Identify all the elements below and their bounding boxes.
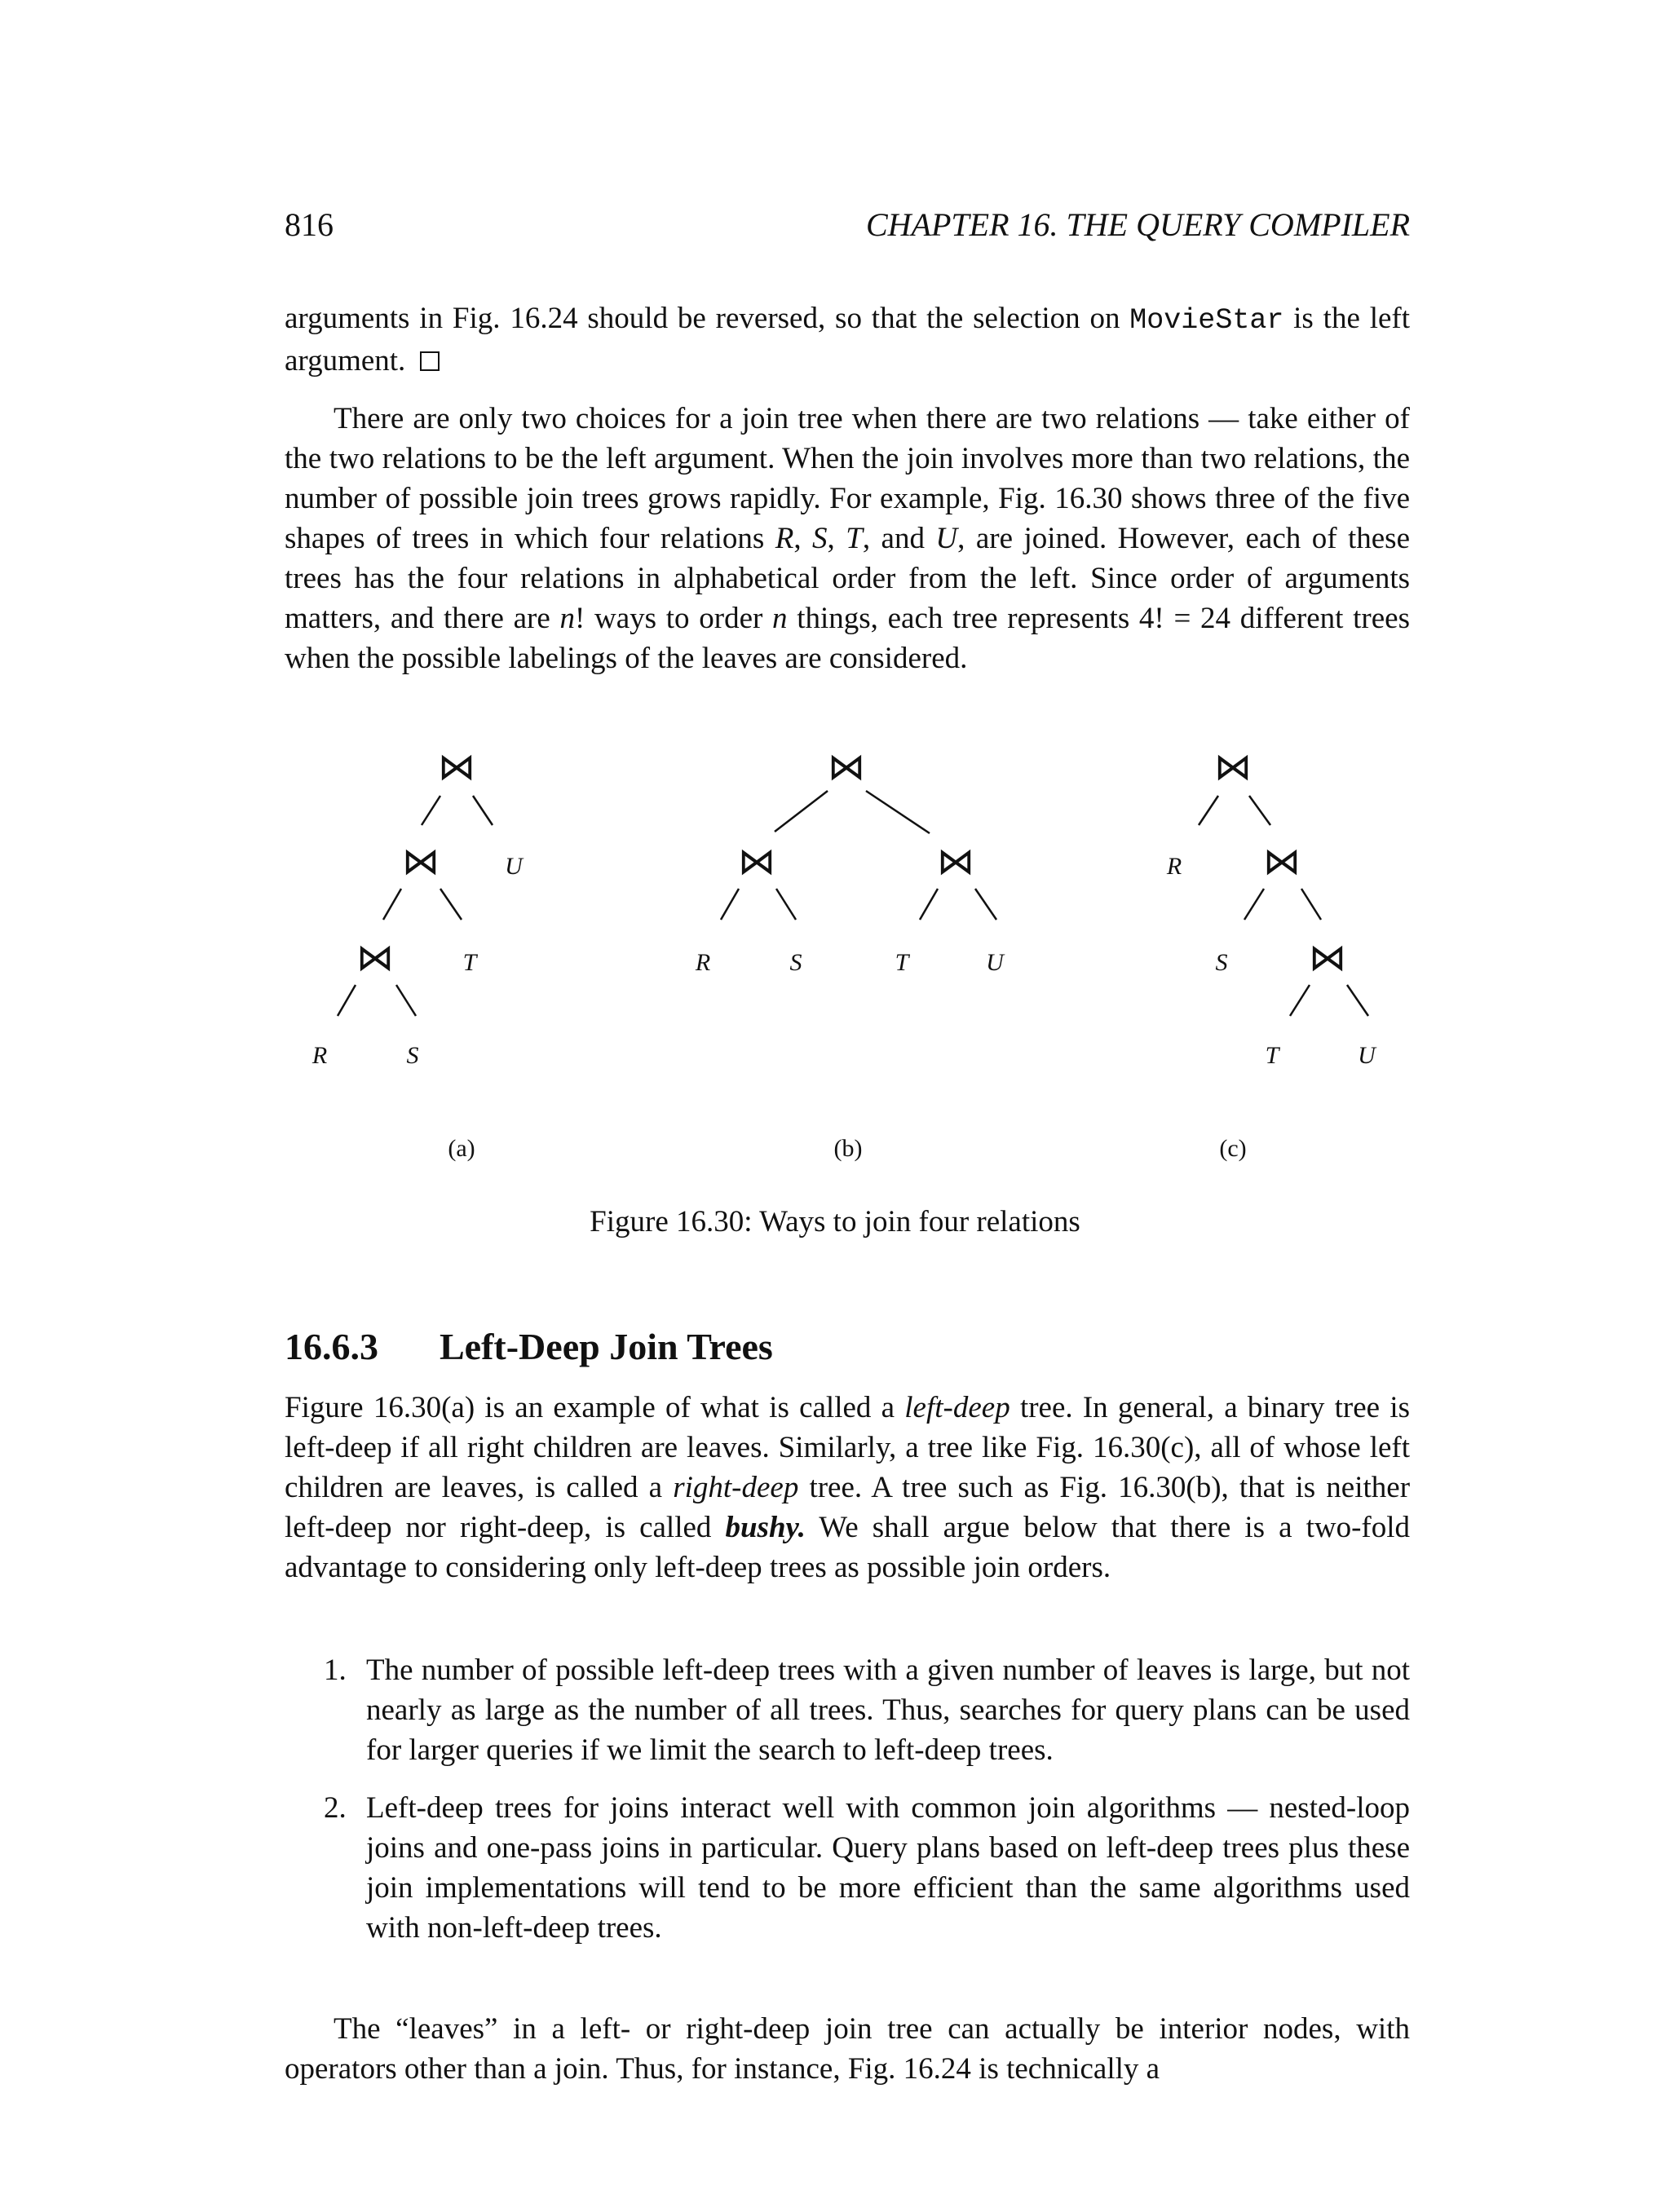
section-heading [285,1324,773,1370]
var-t: T [846,522,863,555]
subfigure-label-b: (b) [833,1135,863,1162]
join-symbol: ⋈ [937,841,974,882]
edge-b-5 [920,889,938,920]
para1-text-2: is the left argument. [285,302,1410,377]
para3-text-1: Figure 16.30(a) is an example of what is called a [285,1391,905,1424]
para3-text-4: We shall argue below that there is a two-fold advantage to considering only left-deep trees as possible join orders. [285,1511,1411,1584]
leaf-s: S [406,1042,419,1069]
leaf-t: T [895,949,909,976]
leaf-r: R [311,1042,328,1069]
page-number: 816 [285,206,334,243]
para2-text-3: ! ways to order [575,602,773,635]
section-title: Left-Deep Join Trees [440,1326,773,1367]
para1-text-1: arguments in Fig. 16.24 should be reversed, so that the selection on [285,302,1130,335]
tree-edges [338,791,1368,1016]
var-s: S [812,522,828,555]
join-symbol: ⋈ [738,841,775,882]
edge-a-6 [396,985,416,1016]
edge-b-2 [866,791,930,833]
leaf-s: S [789,949,802,976]
leaf-r: R [1166,853,1182,880]
edge-c-5 [1290,985,1310,1016]
var-n-1: n [559,602,575,635]
leaf-u: U [986,949,1004,976]
list-item [285,1650,1410,1770]
para2-text-2: , are joined. However, each of these trees has the four relations in alphabetical order from the left. Since order of arguments matters, and there are [285,522,1410,635]
para3-text-3: tree. A tree such as Fig. 16.30(b), that is neither left-deep nor right-deep, is called [285,1471,1411,1544]
join-symbol: ⋈ [1214,746,1252,788]
leaf-s: S [1215,949,1228,976]
para3-text-2: tree. In general, a binary tree is left-deep if all right children are leaves. Similarly, a tree like Fig. 16.30(c), all of whose left children are leaves, is called a [285,1391,1411,1504]
join-symbol: ⋈ [438,746,475,788]
edge-b-6 [975,889,996,920]
join-symbol: ⋈ [828,746,865,788]
leaf-u: U [505,853,523,880]
advantages-list [285,1650,1410,1948]
edge-c-1 [1199,796,1218,825]
paragraph-4 [285,2009,1410,2089]
list-item-text: The number of possible left-deep trees with a given number of leaves is large, but not nearly as large as the number of all trees. Thus, searches for query plans can be used for larger queries if we limit the search to left-deep trees. [366,1653,1410,1767]
leaf-u: U [1358,1042,1376,1069]
edge-c-2 [1249,796,1270,825]
edge-b-3 [721,889,739,920]
edge-c-4 [1301,889,1321,920]
sep-3: , and [862,522,936,555]
edge-a-3 [383,889,401,920]
var-r: R [775,522,794,555]
subfigure-label-a: (a) [448,1135,475,1162]
section-number: 16.6.3 [285,1326,378,1367]
list-item [285,1788,1410,1948]
edge-b-4 [776,889,796,920]
list-item-number: 2. [324,1791,347,1825]
edge-a-2 [473,796,493,825]
term-left-deep: left-deep [904,1391,1010,1424]
edge-b-1 [775,791,828,832]
para2-text-4: things, each tree represents 4! = 24 different trees when the possible labelings of the leaves are considered. [285,602,1410,675]
leaf-r: R [695,949,711,976]
join-symbol: ⋈ [402,841,440,882]
edge-a-1 [422,796,440,825]
sep-1: , [793,522,813,555]
list-item-number: 1. [324,1653,347,1687]
para4-text: The “leaves” in a left- or right-deep join tree can actually be interior nodes, with operators other than a join. Thus, for instance, Fig. 16.24 is technically a [285,2012,1410,2086]
edge-a-5 [338,985,356,1016]
leaf-t: T [1265,1042,1279,1069]
edge-a-4 [440,889,462,920]
term-bushy: bushy. [725,1511,806,1544]
para2-text-1: There are only two choices for a join tree when there are two relations — take either of the two relations to be the left argument. When the join involves more than two relations, the number of possible join trees grows rapidly. For example, Fig. 16.30 shows three of the five shapes of trees in which four relations [285,402,1410,555]
var-n-2: n [772,602,788,635]
join-symbol: ⋈ [356,937,394,978]
running-title: CHAPTER 16. THE QUERY COMPILER [865,206,1410,243]
edge-c-6 [1347,985,1368,1016]
join-symbol: ⋈ [1309,937,1346,978]
var-u: U [935,522,958,555]
join-symbol: ⋈ [1263,841,1301,882]
list-item-text: Left-deep trees for joins interact well with common join algorithms — nested-loop joins and one-pass joins in particular. Query plans based on left-deep trees plus these join implementations will tend to be more efficient than the same algorithms used with non-left-deep trees. [366,1791,1410,1945]
subfigure-label-c: (c) [1219,1135,1247,1162]
leaf-t: T [462,949,477,976]
code-moviestar: MovieStar [1129,304,1284,337]
term-right-deep: right-deep [673,1471,799,1504]
edge-c-3 [1244,889,1264,920]
paragraph-3 [285,1388,1410,1587]
figure-caption: Figure 16.30: Ways to join four relations [590,1205,1080,1238]
sep-2: , [827,522,846,555]
